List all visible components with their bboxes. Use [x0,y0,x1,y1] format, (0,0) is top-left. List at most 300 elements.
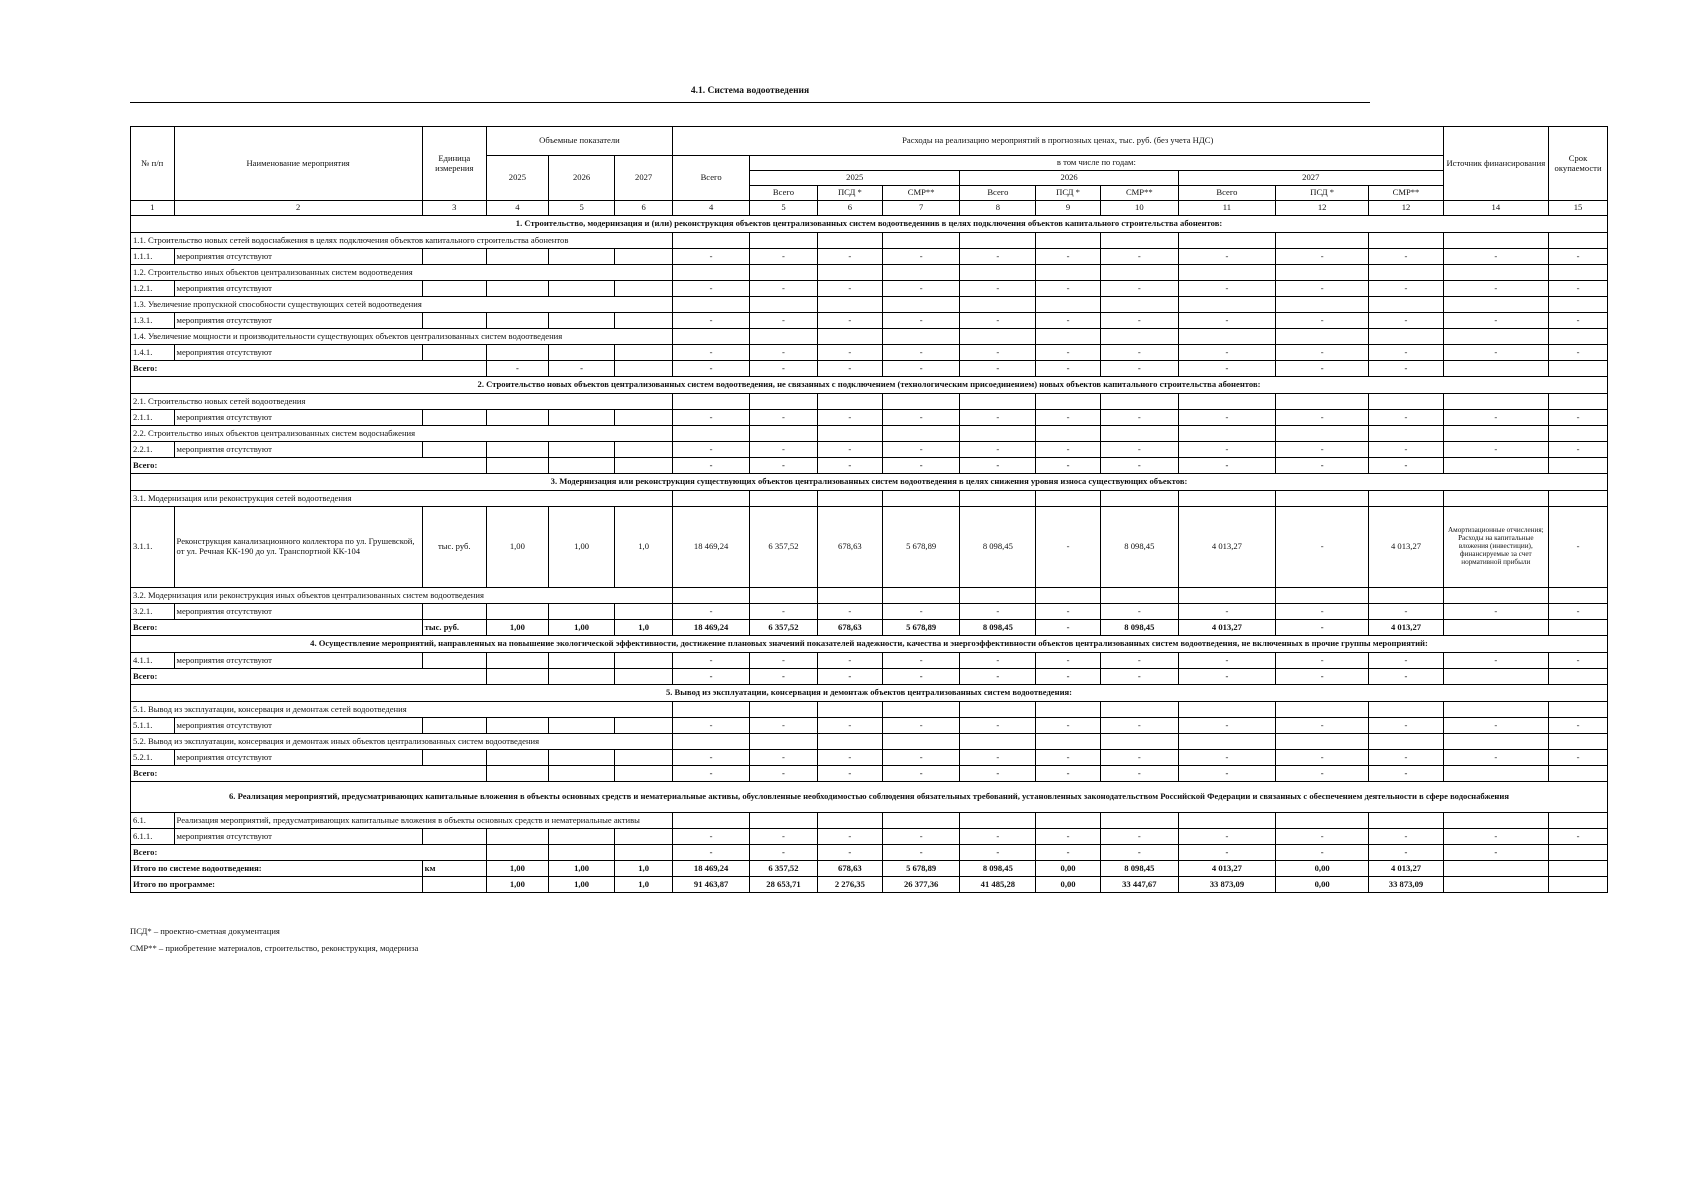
empty-cell [1100,813,1178,829]
empty-cell [548,281,614,297]
empty-cell [817,297,882,313]
dash-cell: - [1369,361,1443,377]
dash-cell: - [1100,718,1178,734]
dash-cell: - [1369,249,1443,265]
dash-cell: - [672,750,749,766]
empty-cell [1179,813,1276,829]
header-sub-smr: СМР** [1369,186,1443,201]
dash-cell: - [750,669,817,685]
value-cell: - [1275,620,1369,636]
dash-cell: - [960,249,1036,265]
subsection-row [131,813,1608,829]
subsection-row [131,297,1608,313]
value-cell: 1,0 [615,861,673,877]
dash-cell: - [817,604,882,620]
dash-cell: - [1549,829,1608,845]
empty-cell [883,813,960,829]
table-header [131,127,1608,216]
empty-cell [1369,702,1443,718]
empty-cell [817,734,882,750]
value-cell: 678,63 [817,507,882,588]
dash-cell: - [817,750,882,766]
row-number: 2.2.1. [131,442,175,458]
empty-cell [615,313,673,329]
empty-cell [1549,265,1608,281]
empty-cell [1443,669,1549,685]
empty-cell [883,233,960,249]
section-heading: 1. Строительство, модернизация и (или) реконструкция объектов централизованных систем водоотведениив в целях подключения объектов капитального строительства абонентов: [131,216,1608,233]
empty-cell [1443,766,1549,782]
table-row [131,507,1608,588]
dash-cell: - [960,829,1036,845]
dash-cell: - [1443,829,1549,845]
dash-cell: - [1275,313,1369,329]
empty-cell [615,718,673,734]
empty-cell [615,653,673,669]
dash-cell: - [883,458,960,474]
dash-cell: - [960,361,1036,377]
dash-cell: - [1443,718,1549,734]
row-number: 2.1.1. [131,410,175,426]
header-exp-year-2026: 2026 [960,171,1179,186]
dash-cell: - [1443,345,1549,361]
empty-cell [1100,734,1178,750]
empty-cell [1100,394,1178,410]
empty-cell [422,410,486,426]
empty-cell [1549,361,1608,377]
dash-cell: - [1549,410,1608,426]
empty-cell [615,281,673,297]
table-row [131,604,1608,620]
measure-name: мероприятия отсутствуют [174,345,422,361]
value-cell: - [1036,507,1100,588]
value-cell: 5 678,89 [883,507,960,588]
empty-cell [1179,734,1276,750]
dash-cell: - [883,361,960,377]
subsection-heading: 1.1. Строительство новых сетей водоснабжения в целях подключения объектов капитального строительства абонентов [131,233,673,249]
subsection-heading: 5.2. Вывод из эксплуатации, консервация и демонтаж иных объектов централизованных систем водоотведения [131,734,673,750]
dash-cell: - [883,845,960,861]
dash-cell: - [883,669,960,685]
dash-cell: - [1100,281,1178,297]
dash-cell: - [883,249,960,265]
value-cell: 1,00 [486,620,548,636]
column-number: 3 [422,201,486,216]
empty-cell [548,829,614,845]
empty-cell [1443,426,1549,442]
dash-cell: - [1275,361,1369,377]
empty-cell [817,491,882,507]
dash-cell: - [817,718,882,734]
dash-cell: - [1036,604,1100,620]
column-number: 1 [131,201,175,216]
subsection-heading: 3.2. Модернизация или реконструкция иных объектов централизованных систем водоотведения [131,588,673,604]
dash-cell: - [1179,604,1276,620]
value-cell: 0,00 [1036,861,1100,877]
dash-cell: - [1036,345,1100,361]
table-row [131,442,1608,458]
value-cell: 1,00 [548,877,614,893]
header-vol-year-2025: 2025 [486,156,548,201]
value-cell: 8 098,45 [1100,620,1178,636]
empty-cell [1179,265,1276,281]
dash-cell: - [1036,750,1100,766]
empty-cell [486,410,548,426]
empty-cell [1549,297,1608,313]
dash-cell: - [1443,845,1549,861]
value-cell: 5 678,89 [883,861,960,877]
dash-cell: - [672,410,749,426]
dash-cell: - [1036,669,1100,685]
dash-cell: - [883,345,960,361]
empty-cell [672,588,749,604]
empty-cell [960,491,1036,507]
empty-cell [750,813,817,829]
dash-cell: - [1275,750,1369,766]
empty-cell [615,766,673,782]
empty-cell [1443,813,1549,829]
empty-cell [883,702,960,718]
section-heading-row [131,636,1608,653]
empty-cell [1369,297,1443,313]
empty-cell [1275,426,1369,442]
value-cell: 678,63 [817,620,882,636]
dash-cell: - [1275,410,1369,426]
empty-cell [1036,394,1100,410]
dash-cell: - [1036,653,1100,669]
dash-cell: - [1179,442,1276,458]
row-number: 1.1.1. [131,249,175,265]
subsection-heading: 5.1. Вывод из эксплуатации, консервация и демонтаж сетей водоотведения [131,702,673,718]
page-title: 4.1. Система водоотведения [690,86,810,96]
dash-cell: - [883,313,960,329]
empty-cell [750,329,817,345]
empty-cell [672,265,749,281]
dash-cell: - [1275,345,1369,361]
empty-cell [1369,734,1443,750]
value-cell: 91 463,87 [672,877,749,893]
dash-cell: - [1036,766,1100,782]
empty-cell [1549,458,1608,474]
dash-cell: - [750,653,817,669]
empty-cell [615,845,673,861]
value-cell: 4 013,27 [1369,620,1443,636]
dash-cell: - [750,829,817,845]
empty-cell [615,750,673,766]
table-row [131,750,1608,766]
column-number: 5 [548,201,614,216]
dash-cell: - [1369,442,1443,458]
dash-cell: - [750,604,817,620]
empty-cell [750,265,817,281]
empty-cell [1549,233,1608,249]
empty-cell [422,345,486,361]
empty-cell [1275,297,1369,313]
empty-cell [615,345,673,361]
dash-cell: - [1179,458,1276,474]
dash-cell: - [750,442,817,458]
empty-cell [960,702,1036,718]
empty-cell [422,442,486,458]
dash-cell: - [750,845,817,861]
empty-cell [548,410,614,426]
dash-cell: - [1369,313,1443,329]
table-row [131,249,1608,265]
row-number: 3.1.1. [131,507,175,588]
dash-cell: - [548,361,614,377]
dash-cell: - [1036,442,1100,458]
dash-cell: - [817,410,882,426]
empty-cell [1100,329,1178,345]
measure-name: мероприятия отсутствуют [174,313,422,329]
value-cell: 33 873,09 [1369,877,1443,893]
dash-cell: - [1549,442,1608,458]
empty-cell [548,845,614,861]
dash-cell: - [1443,442,1549,458]
table-row [131,345,1608,361]
dash-cell: - [817,249,882,265]
dash-cell: - [960,410,1036,426]
empty-cell [1369,491,1443,507]
empty-cell [422,829,486,845]
dash-cell: - [750,750,817,766]
header-exp-year-2025: 2025 [750,171,960,186]
empty-cell [1036,233,1100,249]
dash-cell: - [672,313,749,329]
empty-cell [1443,329,1549,345]
empty-cell [883,329,960,345]
dash-cell: - [960,313,1036,329]
empty-cell [960,297,1036,313]
row-number: 1.2.1. [131,281,175,297]
dash-cell: - [1100,458,1178,474]
empty-cell [672,426,749,442]
empty-cell [615,458,673,474]
table-row [131,653,1608,669]
total-label: Всего: [131,669,487,685]
dash-cell: - [1369,669,1443,685]
dash-cell: - [1275,653,1369,669]
empty-cell [1100,588,1178,604]
column-number: 14 [1443,201,1549,216]
dash-cell: - [817,669,882,685]
empty-cell [883,426,960,442]
dash-cell: - [1036,458,1100,474]
value-cell: 8 098,45 [1100,507,1178,588]
column-number: 7 [883,201,960,216]
dash-cell: - [883,442,960,458]
value-cell: 28 653,71 [750,877,817,893]
empty-cell [817,233,882,249]
dash-cell: - [817,442,882,458]
empty-cell [548,766,614,782]
dash-cell: - [1369,750,1443,766]
row-number: 5.2.1. [131,750,175,766]
empty-cell [1179,233,1276,249]
dash-cell: - [1275,766,1369,782]
value-cell: 1,00 [486,877,548,893]
dash-cell: - [1549,313,1608,329]
dash-cell: - [817,345,882,361]
empty-cell [548,604,614,620]
dash-cell: - [1100,313,1178,329]
row-number: 6.1.1. [131,829,175,845]
dash-cell: - [1369,653,1443,669]
empty-cell [1443,265,1549,281]
dash-cell: - [817,766,882,782]
dash-cell: - [1443,313,1549,329]
empty-cell [883,491,960,507]
dash-cell: - [960,345,1036,361]
dash-cell: - [1179,669,1276,685]
value-cell: 0,00 [1036,877,1100,893]
dash-cell: - [1549,249,1608,265]
value-cell: 8 098,45 [1100,861,1178,877]
empty-cell [548,313,614,329]
empty-cell [1549,394,1608,410]
empty-cell [1100,491,1178,507]
table-body [131,216,1608,893]
value-cell: 1,0 [615,877,673,893]
dash-cell: - [1443,604,1549,620]
empty-cell [1100,426,1178,442]
header-sub-total: Всего [960,186,1036,201]
empty-cell [422,249,486,265]
column-number: 6 [817,201,882,216]
dash-cell: - [1275,829,1369,845]
value-cell: 18 469,24 [672,507,749,588]
column-number: 12 [1275,201,1369,216]
header-expenses: Расходы на реализацию мероприятий в прогнозных ценах, тыс. руб. (без учета НДС) [672,127,1443,156]
total-label: Всего: [131,458,487,474]
value-cell: 1,00 [486,861,548,877]
empty-cell [1036,329,1100,345]
measure-name: мероприятия отсутствуют [174,718,422,734]
empty-cell [1369,813,1443,829]
column-number-row [131,201,1608,216]
dash-cell: - [1179,410,1276,426]
column-number: 11 [1179,201,1276,216]
header-vol-year-2026: 2026 [548,156,614,201]
dash-cell: - [672,604,749,620]
dash-cell: - [672,442,749,458]
measure-name: мероприятия отсутствуют [174,653,422,669]
total-row [131,766,1608,782]
header-sub-total: Всего [750,186,817,201]
subsection-row [131,233,1608,249]
empty-cell [960,426,1036,442]
dash-cell: - [672,669,749,685]
dash-cell: - [1100,829,1178,845]
empty-cell [750,297,817,313]
empty-cell [422,604,486,620]
section-heading: 2. Строительство новых объектов централизованных систем водоотведения, не связанных с подключением (технологическим присоединением) новых объектов капитального строительства абонентов: [131,377,1608,394]
dash-cell: - [1275,249,1369,265]
value-cell: 6 357,52 [750,507,817,588]
empty-cell [1443,297,1549,313]
empty-cell [750,491,817,507]
empty-cell [1549,813,1608,829]
column-number: 4 [486,201,548,216]
empty-cell [615,249,673,265]
empty-cell [422,750,486,766]
dash-cell: - [1100,361,1178,377]
dash-cell: - [960,458,1036,474]
table-row [131,718,1608,734]
row-number: 4.1.1. [131,653,175,669]
dash-cell: - [672,458,749,474]
empty-cell [548,458,614,474]
dash-cell: - [817,458,882,474]
empty-cell [1443,877,1549,893]
dash-cell: - [1179,750,1276,766]
dash-cell: - [1179,281,1276,297]
empty-cell [1275,329,1369,345]
dash-cell: - [1369,718,1443,734]
empty-cell [1549,766,1608,782]
dash-cell: - [883,829,960,845]
measure-name: мероприятия отсутствуют [174,249,422,265]
dash-cell: - [1549,604,1608,620]
header-unit: Единица измерения [422,127,486,201]
empty-cell [1549,329,1608,345]
subsection-row [131,394,1608,410]
empty-cell [817,426,882,442]
dash-cell: - [1275,442,1369,458]
dash-cell: - [883,750,960,766]
measure-name: мероприятия отсутствуют [174,604,422,620]
subsection-row [131,588,1608,604]
dash-cell: - [1100,249,1178,265]
dash-cell: - [883,766,960,782]
dash-cell: - [1275,604,1369,620]
empty-cell [1549,620,1608,636]
empty-cell [1179,588,1276,604]
section-heading-row [131,782,1608,813]
dash-cell: - [883,604,960,620]
subsection-heading: 1.2. Строительство иных объектов централизованных систем водоотведения [131,265,673,281]
dash-cell: - [750,249,817,265]
dash-cell: - [1369,845,1443,861]
subsection-heading: 2.1. Строительство новых сетей водоотведения [131,394,673,410]
dash-cell: - [672,281,749,297]
value-cell: 1,0 [615,620,673,636]
dash-cell: - [1275,458,1369,474]
value-cell: 1,00 [486,507,548,588]
dash-cell: - [750,410,817,426]
dash-cell: - [1549,718,1608,734]
dash-cell: - [817,281,882,297]
empty-cell [1179,702,1276,718]
empty-cell [1443,702,1549,718]
dash-cell: - [1179,845,1276,861]
value-cell: 33 873,09 [1179,877,1276,893]
dash-cell: - [1275,845,1369,861]
empty-cell [486,345,548,361]
total-label: Всего: [131,766,487,782]
dash-cell: - [817,829,882,845]
empty-cell [1549,426,1608,442]
empty-cell [548,718,614,734]
empty-cell [817,394,882,410]
dash-cell: - [1369,829,1443,845]
section-heading: 3. Модернизация или реконструкция существующих объектов централизованных систем водоотведения в целях снижения уровня износа существующих объектов: [131,474,1608,491]
empty-cell [1036,297,1100,313]
empty-cell [1443,734,1549,750]
value-cell: 18 469,24 [672,861,749,877]
empty-cell [486,458,548,474]
empty-cell [1369,394,1443,410]
